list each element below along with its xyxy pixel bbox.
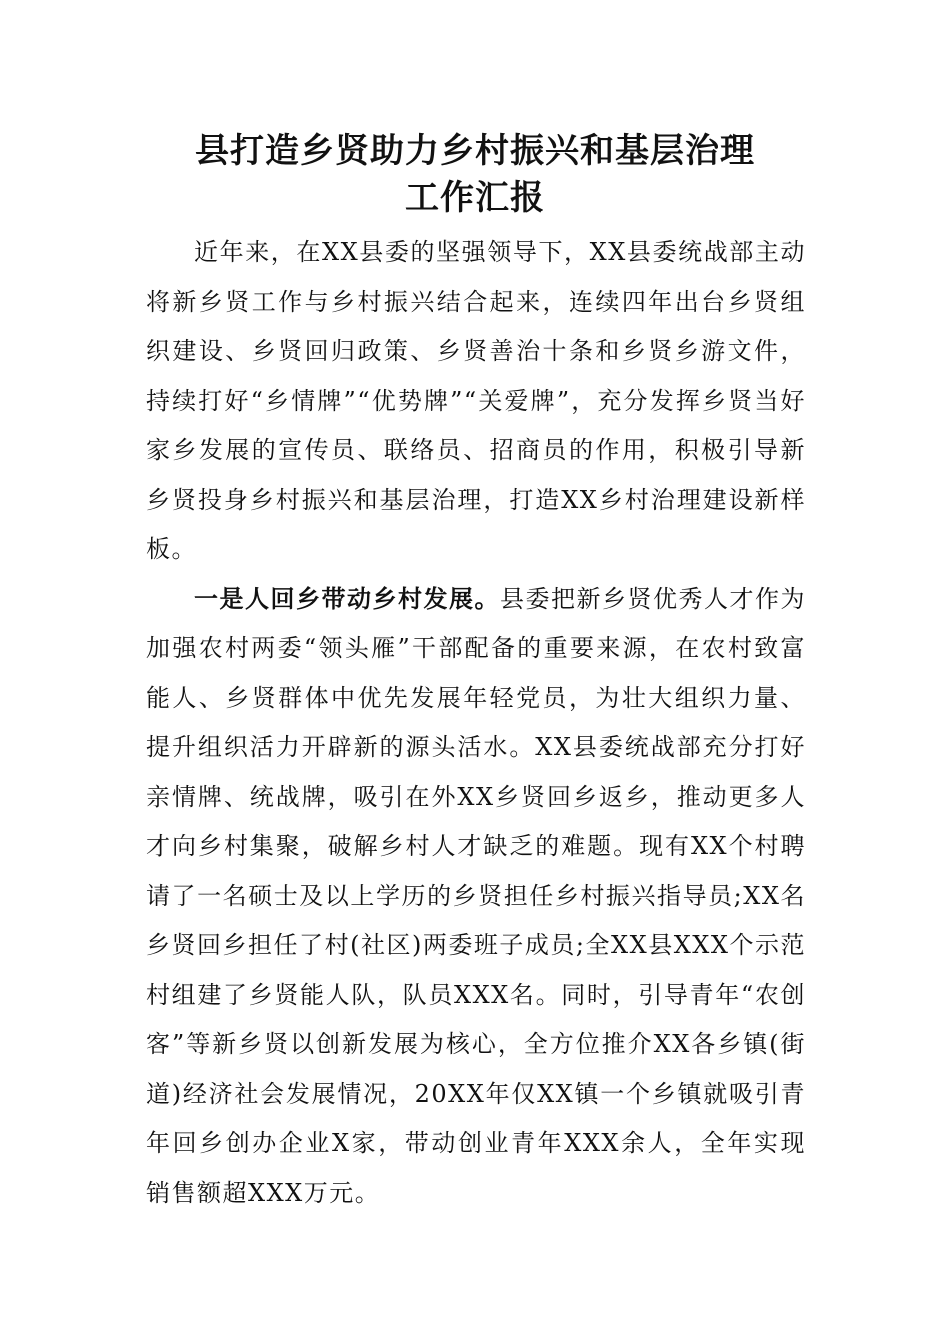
paragraph-section-1: [146, 575, 806, 1219]
document-title: [0, 128, 950, 222]
section-1-text: 县委把新乡贤优秀人才作为加强农村两委“领头雁”干部配备的重要来源，在农村致富能人、乡贤群体中优先发展年轻党员，为壮大组织力量、提升组织活力开辟新的源头活水。XX县委统战部充分打好亲情牌、统战牌，吸引在外XX乡贤回乡返乡，推动更多人才向乡村集聚，破解乡村人才缺乏的难题。现有XX个村聘请了一名硕士及以上学历的乡贤担任乡村振兴指导员;XX名乡贤回乡担任了村(社区)两委班子成员;全XX县XXX个示范村组建了乡贤能人队，队员XXX名。同时，引导青年“农创客”等新乡贤以创新发展为核心，全方位推介XX各乡镇(街道)经济社会发展情况，20XX年仅XX镇一个乡镇就吸引青年回乡创办企业X家，带动创业青年XXX余人，全年实现销售额超XXX万元。: [146, 584, 806, 1207]
paragraph-intro: [146, 228, 806, 575]
document-body: [146, 228, 806, 1218]
title-line-2: 工作汇报: [405, 178, 545, 218]
title-line-1: 县打造乡贤助力乡村振兴和基层治理: [195, 131, 755, 171]
paragraph-intro-text: 近年来，在XX县委的坚强领导下，XX县委统战部主动将新乡贤工作与乡村振兴结合起来，连续四年出台乡贤组织建设、乡贤回归政策、乡贤善治十条和乡贤乡游文件，持续打好“乡情牌”“优势牌”“关爱牌”，充分发挥乡贤当好家乡发展的宣传员、联络员、招商员的作用，积极引导新乡贤投身乡村振兴和基层治理，打造XX乡村治理建设新样板。: [146, 238, 806, 563]
section-1-heading: 一是人回乡带动乡村发展。: [194, 584, 500, 613]
